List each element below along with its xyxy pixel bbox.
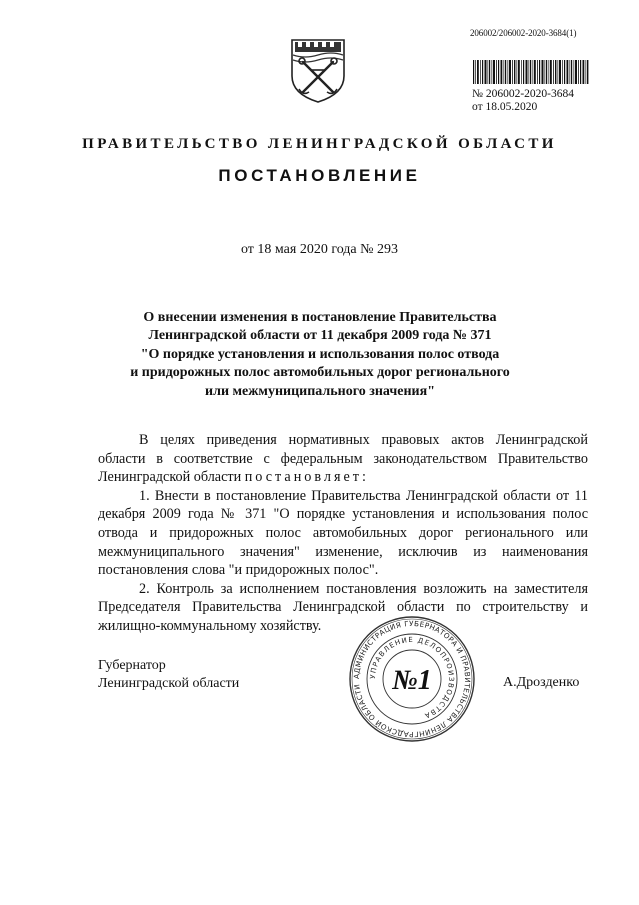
registration-number: № 206002-2020-3684 xyxy=(472,88,575,100)
stamp-inner-text: УПРАВЛЕНИЕ ДЕЛОПРОИЗВОДСТВА xyxy=(368,635,456,720)
document-type: ПОСТАНОВЛЕНИЕ xyxy=(218,166,421,185)
signer-position xyxy=(98,657,239,693)
document-date-number: от 18 мая 2020 года № 293 xyxy=(240,242,399,257)
document-title xyxy=(120,309,520,401)
decree-word: постановляет: xyxy=(244,469,369,486)
document-top-code: 206002/206002-2020-3684(1) xyxy=(470,28,577,38)
title-line: О внесении изменения в постановление Правительства xyxy=(143,310,497,325)
title-line: "О порядке установления и использования полос отвода xyxy=(140,346,500,362)
preamble-paragraph xyxy=(98,431,588,487)
title-line: или межмуниципального значения" xyxy=(205,383,435,399)
barcode xyxy=(472,60,590,84)
item-1-paragraph: 1. Внести в постановление Правительства Ленинградской области от 11 декабря 2009 года № 371 "О порядке установления и использования полос отвода и придорожных полос автомобильных дорог регионального или межмуниципального значения" изменение, исключив из наименования постановления слова "и придорожных полос". xyxy=(98,487,588,579)
registration-info xyxy=(472,88,574,114)
coat-of-arms-emblem xyxy=(289,36,347,104)
official-stamp xyxy=(347,614,477,744)
title-line: и придорожных полос автомобильных дорог регионального xyxy=(130,365,510,381)
organization-name: ПРАВИТЕЛЬСТВО ЛЕНИНГРАДСКОЙ ОБЛАСТИ xyxy=(82,136,557,152)
signer-position-line1: Губернатор xyxy=(98,658,166,673)
document-body xyxy=(98,431,588,636)
signer-name: А.Дрозденко xyxy=(503,675,580,690)
item-2-paragraph: 2. Контроль за исполнением постановления возложить на заместителя Председателя Правительства Ленинградской области по строительству и жилищно-коммунальному хозяйству. xyxy=(98,580,588,634)
signer-position-line2: Ленинградской области xyxy=(98,676,240,691)
title-line: Ленинградской области от 11 декабря 2009 года № 371 xyxy=(148,328,492,344)
stamp-number: №1 xyxy=(392,665,432,696)
preamble-text: В целях приведения нормативных правовых актов Ленинградской области в соответствие с федеральным законодательством Правительство Ленинградской области xyxy=(98,432,588,486)
stamp-ring-text: АДМИНИСТРАЦИЯ ГУБЕРНАТОРА И ПРАВИТЕЛЬСТВА ЛЕНИНГРАДСКОЙ ОБЛАСТИ xyxy=(351,618,473,740)
registration-date: от 18.05.2020 xyxy=(472,101,538,113)
